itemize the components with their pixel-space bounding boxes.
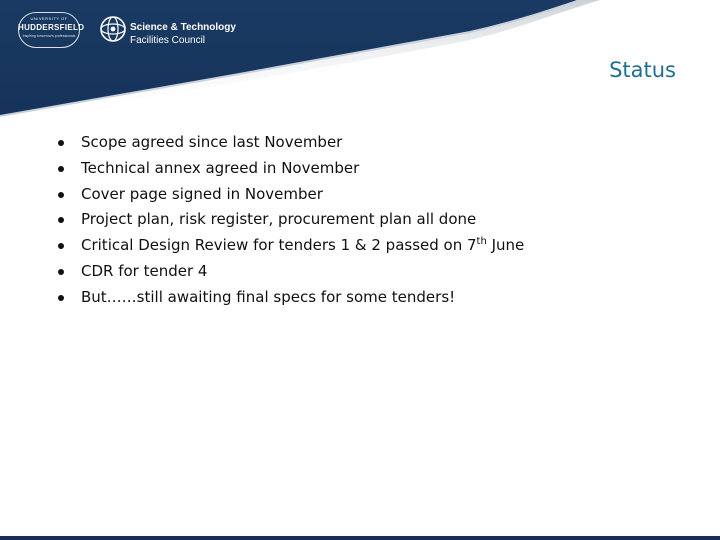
bullet-dot-icon <box>58 166 64 172</box>
logos-area <box>0 0 720 60</box>
slide-title: Status <box>609 58 676 82</box>
bullet-text-after: June <box>486 236 525 255</box>
bullet-item <box>52 234 672 260</box>
stfc-logo <box>98 14 238 46</box>
bullet-item <box>52 157 672 183</box>
bullet-text: Project plan, risk register, procurement plan all done <box>81 210 477 229</box>
bullet-item <box>52 208 672 234</box>
university-logo <box>18 12 85 48</box>
university-name-text: HUDDERSFIELD <box>18 23 85 32</box>
bullet-text: Cover page signed in November <box>81 184 323 203</box>
footer-rule <box>0 536 720 540</box>
bullet-text: But……still awaiting final specs for some tenders! <box>81 287 456 306</box>
bullet-text: Scope agreed since last November <box>81 133 343 151</box>
stfc-emblem-icon <box>98 14 128 44</box>
bullet-dot-icon <box>58 192 64 198</box>
stfc-name-line1: Science & Technology <box>130 22 236 33</box>
bullet-item <box>52 131 672 157</box>
bullet-text-composite <box>81 234 524 256</box>
university-tagline-text: Inspiring tomorrow's professionals <box>22 34 76 38</box>
bullet-item <box>52 183 672 209</box>
bullet-dot-icon <box>58 140 64 146</box>
bullet-dot-icon <box>58 217 64 223</box>
bullet-dot-icon <box>58 295 64 301</box>
bullet-text: Critical Design Review for tenders 1 & 2 passed on 7 <box>81 236 477 255</box>
bullet-text: CDR for tender 4 <box>81 261 208 280</box>
bullet-list <box>52 131 672 312</box>
bullet-dot-icon <box>58 269 64 275</box>
university-of-text: UNIVERSITY OF <box>30 16 68 21</box>
bullet-item <box>52 286 672 312</box>
bullet-text: Technical annex agreed in November <box>81 158 360 177</box>
bullet-dot-icon <box>58 243 64 249</box>
ordinal-suffix: th <box>476 236 487 248</box>
bullet-item <box>52 260 672 286</box>
stfc-name-line2: Facilities Council <box>130 35 206 46</box>
